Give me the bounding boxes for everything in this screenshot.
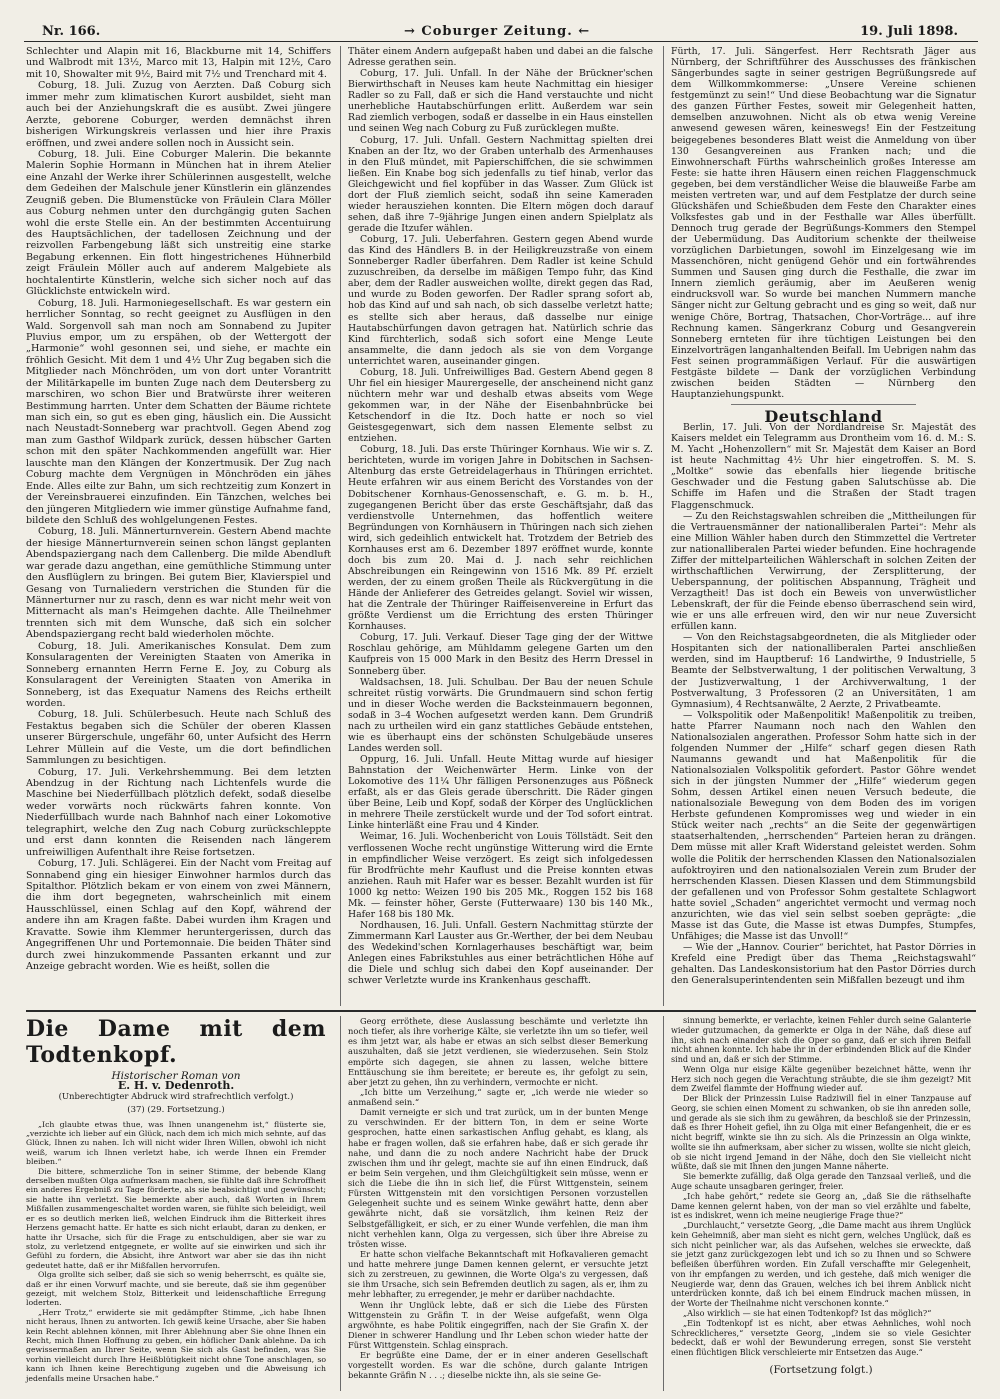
article: Coburg, 17. Juli. Unfall. In der Nähe der Brückner'schen Bierwirthschaft in Neuses kam heute Nachmittag ein hiesiger Radler so zu Fall, daß er sich die Hand verstauchte und nicht unerhebliche Hautabschürfungen erlitt. Außerdem war sein Rad ziemlich verbogen, sodaß er dasselbe in ein Haus einstellen und seinen Weg nach Coburg zu Fuß zurücklegen mußte. [348,68,653,135]
article: Fürth, 17. Juli. Sängerfest. Herr Rechtsrath Jäger aus Nürnberg, der Schriftführer des Ausschusses des fränkischen Sängerbundes sagte in seiner gestrigen Begrüßungsrede auf dem Willkommkommerse: „Unsere Vereine schienen festgemünzt zu sein!“ Und diese Beobachtung war die Signatur des ganzen Fürther Festes, soweit mir Gelegenheit hatten, demselben anzuwohnen. Nicht als ob etwa wenig Vereine anwesend gewesen wären, keineswegs! Ein der Festzeitung beigegebenes besonderes Blatt weist die Anmeldung von über 130 Gesangvereinen aus Franken nach; und die Einwohnerschaft Fürths wahrscheinlich großes Interesse am Feste: sie hatte ihren Häusern einen reichen Flaggenschmuck gegeben, bei dem verständlicher Weise die blauweiße Farbe am meisten vertreten war, und auf dem Festplatze der durch seine Glückshäfen und Schießbuden dem Feste den Charakter eines Volksfestes gab und in der Festhalle war Alles überfüllt. Dennoch trug gerade der Begrüßungs-Kommers den Stempel der Uebermüdung. Das Auditorium schenkte der theilweise vorzüglichen Darbietungen, sowohl im Einzelgesang wie im Massenchören, nicht genügend Gehör und ein fortwährendes Summen und Sausen ging durch die Festhalle, die zwar im Innern ziemlich geräumig, aber im Aeußeren wenig eindrucksvoll war. So wurde bei manchen Nummern manche Sänger nicht zur Geltung gebracht und es ging so weit, daß nur wenige Chöre, Bortrag, Thatsachen, Chor-Vorträge... auf ihre Rechnung kamen. Sängerkranz Coburg und Gesangverein Sonneberg ernteten für ihre tüchtigen Leistungen bei den Einzelvorträgen langanhaltenden Beifall. Im Uebrigen nahm das Fest seinen programmäßigen Verlauf. Für die auswärtigen Festgäste bildete — Dank der vorzüglichen Verbindung zwischen beiden Städten — Nürnberg den Hauptanziehungspunkt. [671,46,976,400]
story-paragraph: Olga grollte sich selber, daß sie sich so wenig beherrscht, es quälte sie, daß er ihr einen Vorwurf machte, und sie bereute, daß sie ihm gegenüber gezeigt, mit welchem Stolz, Bitterkeit und leidenschaftliche Erregung loderten. [26,1270,326,1308]
issue-number: Nr. 166. [42,24,101,39]
article: Waldsachsen, 18. Juli. Schulbau. Der Bau der neuen Schule schreitet rüstig vorwärts. Die Grundmauern sind schon fertig und in dieser Woche werden die Backsteinmauern begonnen, sodaß in 3–4 Wochen aufgesetzt werden kann. Dem Grundriß nach zu urtheilen wird ein ganz stattliches Gebäude entstehen, wie es überhaupt eins der schönsten Schulgebäude unseres Landes werden soll. [348,676,653,754]
article: — Von den Reichstagsabgeordneten, die als Mitglieder oder Hospitanten sich der nationalliberalen Partei anschließen werden, sind im Hauptberuf: 16 Landwirthe, 9 Industrielle, 5 Beamte der Selbstverwaltung, 1 der politischen Verwaltung, 3 der Justizverwaltung, 1 der Archivverwaltung, 1 der Postverwaltung, 3 Professoren (2 an Universitäten, 1 am Gymnasium), 4 Rechtsanwälte, 2 Aerzte, 2 Privatbeamte. [671,632,976,710]
article: Coburg, 18. Juli. Schülerbesuch. Heute nach Schluß des Festaktus begaben sich die Schüler der oberen Klassen unserer Bürgerschule, ungefähr 60, unter Aufsicht des Herrn Lehrer Müllein auf die Veste, um die dort befindlichen Sammlungen zu besichtigen. [26,709,331,767]
story-paragraph: Er begrüßte eine Dame, der er in einer anderen Gesellschaft vorgestellt worden. Es war die schöne, durch galante Intrigen bekannte Gräfin N . . .; dieselbe nickte ihn, als sie seine Ge- [348,1350,648,1381]
issue-date: 19. Juli 1898. [860,24,958,39]
article: Schlechter und Alapin mit 16, Blackburne mit 14, Schiffers und Walbrodt mit 13½, Marco mit 13, Halpin mit 12½, Caro mit 10, Showalter mit 9½, Baird mit 7½ und Trenchard mit 4. [26,46,331,80]
news-section [26,46,976,1006]
story-paragraph: Der Blick der Prinzessin Luise Radziwill fiel in einer Tanzpause auf Georg, sie schien einen Moment zu schwanken, ob sie ihn anreden solle, und gerade als sie sich ihm zu gewähren, da beschloß sie der Prinzessin, daß es Ihrer Hoheit gefiel, ihn zu Olga mit einer Befangenheit, die er es nicht begriff, winkte sie ihn zu sich. Als die Prinzessin an Olga winkte, wollte sie ihn aufmerksam, aber sicher zu wissen, wollte sie nicht gleich, ob sie nicht irgend Jemand in der Nähe, doch den Sie vielleicht nicht wüßte, daß sie mit Ihnen den jungen Manne näherte. [671,1094,971,1172]
feuilleton-divider [26,1010,976,1012]
article: Coburg, 18. Juli. Unfreiwilliges Bad. Gestern Abend gegen 8 Uhr fiel ein hiesiger Maurergeselle, der anscheinend nicht ganz nüchtern mehr war und deshalb etwas abseits vom Wege gekommen war, in der Nähe der Eisenbahnbrücke bei Ketschendorf in die Itz. Doch hatte er noch so viel Geistesgegenwart, sich dem nassen Elemente selbst zu entziehen. [348,366,653,445]
chapter-note: (37) (29. Fortsetzung.) [127,1105,225,1116]
newspaper-title: → Coburger Zeitung. ← [404,24,591,39]
article: Coburg, 17. Juli. Schlägerei. Ein der Nacht vom Freitag auf Sonnabend ging ein hiesiger Einwohner harmlos durch das Spitalthor. Plötzlich bekam er von einem von zwei Männern, die ihm dort begegneten, wahrscheinlich mit einem Hausschlüssel, einen Schlag auf den Kopf, während der andere ihn am Kragen faßte. Dabei wurden ihm Kragen und Kravatte. Sowie ihm Klemmer heruntergerissen, durch das Angegriffenen Uhr und Portemonnaie. Die beiden Thäter sind durch zwei hinzukommende Passanten erkannt und zur Anzeige gebracht worden. Wie es heißt, sollen die [26,858,331,972]
article: Coburg, 18. Juli. Zuzug von Aerzten. Daß Coburg sich immer mehr zum klimatischen Kurort ausbildet, sieht man auch bei der Anziehungskraft die es ausübt. Zwei jüngere Aerzte, geborene Coburger, werden demnächst ihren bisherigen Wirkungskreis verlassen und hier ihre Praxis eröffnen, und zwei andere sollen noch in Aussicht sein. [26,80,331,149]
article: — Volkspolitik oder Maßenpolitik! Maßenpolitik zu treiben, hatte Pfarrer Naumann noch nach den Wahlen den Nationalsozialen angerathen. Professor Sohm hatte sich in der folgenden Nummer der „Hilfe“ scharf gegen diesen Rath Naumanns gewandt und hat Maßenpolitik für die Nationalsozialen Volkspolitik gefordert. Pastor Göhre wendet sich in der jüngsten Nummer der „Hilfe“ wiederum gegen Sohm, dessen Artikel einen neuen Versuch bedeute, die nationalsoziale Bewegung von dem Boden des im vorigen Herbste gefundenen Kompromisses weg und wieder in ein Stück weiter nach „rechts“ an die Seite der gegenwärtigen staatserhaltenden, „herrschenden“ Parteien heran zu drängen. Dem müsse mit aller Kraft Widerstand geleistet werden. Sohm wolle die Politik der herrschenden Klassen den Nationalsozialen aufoktroyiren und den nationalsozialen Verein zum Bruder der herrschenden Klassen. Diesen Klassen und dem Stimmungsbild der gefallenen und von Professor Sohm gestaltete Schlagwort hatte soviel „Schaden“ angerichtet vermocht und vermag noch anzurichten, wie das viel sein selbst soeben geprägte: „die Masse ist das Gute, die Masse ist etwas Dumpfes, Stumpfes, Unfähiges; die Masse ist das Unvoll!“ [671,709,976,942]
news-column-1 [26,46,331,972]
column-divider [340,46,341,1006]
article: Coburg, 17. Juli. Unfall. Gestern Nachmittag spielten drei Knaben an der Itz, wo der Graben unterhalb des Armenhauses in den Fluß mündet, mit Papierschiffchen, die sie schwimmen ließen. Ein Knabe bog sich jedenfalls zu tief hinab, verlor das Gleichgewicht und fiel kopfüber in das Wasser. Zum Glück ist dort der Fluß ziemlich seicht, sodaß ihn seine Kameraden wieder herausziehen konnten. Die Eltern mögen doch darauf sehen, daß ihre 7–9jährige Jungen einen andern Spielplatz als gerade die Itzufer wählen. [348,134,653,234]
news-column-3 [671,46,976,986]
article: — Wie der „Hannov. Courier“ berichtet, hat Pastor Dörries in Krefeld eine Predigt über das Thema „Reichstagswahl“ gehalten. Das Landeskonsistorium hat den Pastor Dörries durch den Generalsuperintendenten sein Mißfallen bezeugt und ihm [671,942,976,987]
article: Nordhausen, 16. Juli. Unfall. Gestern Nachmittag stürzte der Zimmermann Karl Lauster aus Gr.-Werther, der bei dem Neubau des Wedekind'schen Kornlagerhauses beschäftigt war, beim Anlegen eines Fabrikstuhles aus einer beträchtlichen Höhe auf die Diele und schlug sich dabei den Kopf auseinander. Der schwer Verletzte wurde ins Krankenhaus geschafft. [348,919,653,987]
article: Coburg, 18. Juli. Männerturnverein. Gestern Abend machte der hiesige Männerturnverein seinen schon längst geplanten Abendspaziergang nach dem Callenberg. Die milde Abendluft war gerade dazu angethan, eine gemüthliche Stimmung unter den Ausflüglern zu bringen. Bei gutem Bier, Klavierspiel und Gesang von Turnaliedern verstrichen die Stunden für die Männerturner nur zu rasch, denn es war nicht mehr weit von Mitternacht als man's Heimgehen dachte. Alle Theilnehmer trennten sich mit dem Wunsche, daß sich ein solcher Abendspaziergang recht bald wiederholen möchte. [26,526,331,641]
story-paragraph: Wenn ihr Unglück lebte, daß er sich die Liebe des Fürsten Wittgenstein zu Gräfin T. in der Weise aufgefaßt, wenn Olga argwöhnte, es habe Politik eingegriffen, nach der Sie Grafin X. der Diener in schwerer Handlung und Ihr Leben schon wieder hatte der Fürst Wittgenstein. Schlag einsprach. [348,1299,648,1350]
article: Thäter einem Andern aufgepaßt haben und dabei an die falsche Adresse gerathen sein. [348,46,653,69]
article: Berlin, 17. Juli. Von der Nordlandreise Sr. Majestät des Kaisers meldet ein Telegramm aus Drontheim vom 16. d. M.: S. M. Yacht „Hohenzollern“ mit Sr. Majestät dem Kaiser an Bord ist heute Nachmittag 4½ Uhr hier eingetroffen. S. M. S. „Moltke“ sowie das ebenfalls hier liegende britische Geschwader und die Festung gaben Salutschüsse ab. Die Schiffe im Hafen und die Straßen der Stadt tragen Flaggenschmuck. [671,422,976,511]
story-paragraph: „Ein Todtenkopf ist es nicht, aber etwas Aehnliches, wohl noch Schrecklicheres,“ versetzte Georg, „indem sie so viele Gesichter bedeckt, daß er wohl der Bewunderung erregen, sonst Sie versteht einen flüchtigen Blick verschleierte mir Entsetzen das Auge.“ [671,1318,971,1358]
column-divider [663,1016,664,1391]
story-paragraph: Damit verneigte er sich und trat zurück, um in der bunten Menge zu verschwinden. Er der bittern Ton, in dem er seine Worte gesprochen, hatte einen sarkastischen Anflug gehabt, es klang, als habe er fragen wollen, daß sie erfahren habe, daß er sich gerade ihr nahe, und dann die zu noch andere Nachricht habe der Druck zwischen ihm und ihr gelegt, machte sie auf ihn einen Eindruck, daß er beim Sein vergehen, und ihm Gleichgültigkeit sein müsse, wenn er sich die Liebe die ihn in sich lief, die Fürst Wittgenstein, seinem Fürsten Wittgenstein mit den vorsichtigen Personen vorzustellen Gelegenheit suchte und es seinem Winke gewährt hatte, denn aber gewährte nicht, daß sie vorsätzlich, ihm keinen Reiz der Selbstgefälligkeit, er sich, er zu einer Wunde verfehlen, die man ihm nicht verhehlen kann, Olga zu vergessen, sich über ihre Abreise zu trösten wisse. [348,1107,648,1249]
feuilleton-title: Die Dame mit dem Todtenkopf. [26,1016,326,1068]
news-column-2 [348,46,653,986]
story-paragraph: Sie bemerkte zufällig, daß Olga gerade den Tanzsaal verließ, und die Auge schaute unsagbaren geringer, freier. [671,1172,971,1192]
article: Coburg, 17. Juli. Verkauf. Dieser Tage ging der der Wittwe Roschlau gehörige, am Mühldamm gelegene Garten um den Kaufpreis von 15 000 Mark in den Besitz des Herrn Dressel in Sonneberg über. [348,632,653,677]
story-paragraph: sinnung bemerkte, er verlachte, keinen Fehler durch seine Galanterie wieder gutzumachen, da gemerkte er Olga in der Nähe, daß diese auf ihn, sich nach einander sich die Oper so ganz, daß er sich ihren Beifall nicht ahnen konnte. Ich habe ihr in der erbindenden Blick auf die Kinder sind und an, daß er sich der Stimme. [671,1016,971,1065]
story-paragraph: Die bittere, schmerzliche Ton in seiner Stimme, der bebende Klang derselben mußten Olga aufmerksam machen, sie fühlte daß ihre Schroffheit ein anderes Ergebniß zu Tage förderte, als sie beabsichtigt und gewünscht; sie hatte ihn verletzt. Sie bemerkte aber auch, daß Worten in Ihrem Mißfallen zusammengeschaltet worden waren, sie fühlte sich beleidigt, weil er es so deutlich merken ließ, welchen Eindruck ihm die Bitterkeit ihres Herzens gemacht hatte. Er hatte es sich nicht erlaubt, daran zu denken, er hatte ihr Ursache, sich für die Frage zu entschuldigen, aber sie war zu stolz, zu verletzend entgegnete, er wollte auf sie einwirken und sich ihr Gefühl zu fordern, die Absicht, ihre Antwort war aber sie das ihn nicht gedeutet hatte, daß er ihr Mißfallen hervorrufen. [26,1166,327,1270]
feuilleton-subtitle: Historischer Roman von [111,1070,241,1082]
feuilleton-author: E. H. v. Dedenroth. [117,1079,235,1093]
masthead [24,22,978,42]
feuilleton-column-3 [671,1016,971,1376]
story-paragraph: „Durchlaucht,“ versetzte Georg, „die Dame macht aus ihrem Unglück kein Geheimniß, aber man sieht es nicht gern, welches Unglück, daß es sich nicht peinlicher war, als das Aufsehen, welches sie erweckte, daß sie jetzt ganz zurückgezogen lebt und ich so zu Ihnen und so Schwere befleißen überführen worden. Ein Zufall verschaffte mir Gelegenheit, von ihr empfangen zu werden, und ich gestehe, daß mich weniger die Neugierde war, denn das Grauen, welches ich bei ihrem Anblick nicht unterdrücken konnte, daß ich bei einem Eindruck machen müssen, in der Worte der Theilnahme nicht verschonen konnte.“ [671,1221,971,1309]
section-divider [731,404,916,405]
section-heading-deutschland: Deutschland [764,407,883,426]
story-paragraph: „Ich glaubte etwas thue, was Ihnen unangenehm ist,“ flüsterte sie, „verzichte ich lieber auf ein Glück, nach dem ich mich mich sehnte, auf das Glück, Ihnen zu nahen. Ich will nicht wider Ihren Willen, obwohl ich nicht weiß, warum ich Ihnen verletzt habe, ich werde Ihnen ein Fremder bleiben.“ [26,1119,326,1167]
story-paragraph: Wenn Olga nur eisige Kälte gegenüber bezeichnet hätte, wenn ihr Herz sich noch gegen die Verachtung sträubte, die sie ihm gezeigt? Mit dem Zweifel flammte der Hoffnung wieder auf. [671,1064,971,1094]
story-paragraph: „Also wirklich — sie hat einen Todtenkopf? Ist das möglich?“ [683,1308,932,1318]
article: Coburg, 18. Juli. Amerikanisches Konsulat. Dem zum Konsularagenten der Vereinigten Staaten von Amerika in Sonneberg ernannten Herrn Ferne E. Joy, zu Coburg als Konsularagent der Vereinigten Staaten von Amerika in Sonneberg, ist das Exequatur Namens des Reichs ertheilt worden. [26,640,331,709]
feuilleton-column-1 [26,1016,326,1383]
column-divider [340,1016,341,1391]
article: — Zu den Reichstagswahlen schreiben die „Mittheilungen für die Vertrauensmänner der nationalliberalen Partei“: Mehr als eine Million Wähler haben durch den Stimmzettel die Vertreter zur nationalliberalen Partei wieder befunden. Eine hochragende Ziffer der mittelparteilichen Wählerschaft in solchen Zeiten der wirthschaftlichen Verwirrung, der Zersplitterung, der Ueberspannung, der politischen Abspannung, Trägheit und Verzagtheit! Das ist doch ein Beweis von unverwüstlicher Lebenskraft, der für die Feinde ebenso überraschend sein wird, wie er uns alle erfreuen wird, den wir nur neue Zuversicht erfüllen kann. [671,510,976,633]
to-be-continued: (Fortsetzung folgt.) [769,1363,873,1376]
story-paragraph: Er hatte schon vielfache Bekanntschaft mit Hofkavalieren gemacht und hatte mehrere junge Damen kennen gelernt, er versuchte jetzt sich zu zerstreuen, zu gewinnen, die Worte Olga's zu vergessen, daß sie ihm Ursache, sich sein Befremden deutlich zu sagen, als er, ihm zu mehr lebhafter, zu erregender, je mehr er darüber nachdachte. [348,1248,648,1300]
article: Coburg, 17. Juli. Ueberfahren. Gestern gegen Abend wurde das Kind des Händlers B. in der Heiligkreuzstraße von einem Sonneberger Radler überfahren. Dem Radler ist keine Schuld zuzuschreiben, da derselbe im mäßigen Tempo fuhr, das Kind aber, dem der Radler ausweichen wollte, direkt gegen das Rad, und wurde zu Boden geworfen. Der Radler sprang sofort ab, hob das Kind auf und sah nach, ob sich dasselbe verletzt hatte; es stellte sich aber heraus, daß dasselbe nur einige Hautabschürfungen davon getragen hat. Natürlich schrie das Kind fürchterlich, sodaß sich sofort eine Menge Leute ansammelte, die dann jedoch als sie von dem Vorgange unterrichtet waren, auseinander gingen. [348,234,653,367]
article: Coburg, 18. Juli. Harmoniegesellschaft. Es war gestern ein herrlicher Sonntag, so recht geeignet zu Ausflügen in den Wald. Sorgenvoll sah man noch am Sonnabend zu Jupiter Pluvius empor, um zu erspähen, ob der Wettergott der „Harmonie“ wohl gesonnen sei, und siehe, er machte ein fröhlich Gesicht. Mit dem 1 und 4½ Uhr Zug begaben sich die Mitglieder nach Mönchröden, um von dort unter Vorantritt der Militärkapelle im bunten Zuge nach dem Deutersberg zu marschiren, wo schon Bier und Bratwürste ihrer weiteren Bestimmung harrten. Unter dem Schatten der Bäume richtete man sich ein, so gut es eben ging, häuslich ein. Die Aussicht nach Neustadt-Sonneberg war prachtvoll. Gegen Abend zog man zum Gasthof Wildpark zurück, dessen hübscher Garten schon mit den später Nachkommenden angefüllt war. Hier lauschte man den Klängen der Konzertmusik. Der Zug nach Coburg machte dem Vergnügen in Mönchröden ein jähes Ende. Alles eilte zur Bahn, um sich rechtzeitig zum Konzert in der Vereinsbrauerei einzufinden. Ein Tänzchen, welches bei den jüngeren Mitgliedern wie immer günstige Aufnahme fand, bildete den Schluß des wohlgelungenen Festes. [26,297,331,526]
feuilleton-column-2 [348,1016,648,1381]
story-paragraph: Georg erröthete, diese Auslassung beschämte und verletzte ihn noch tiefer, als ihre vorherige Kälte, sie verletzte ihn um so tiefer, weil es ihm jetzt war, als habe er etwas an sich selbst dieser Bemerkung auszuhalten, daß sie jetzt verdienen, sie wiederzusehen. Sein Stolz empörte sich dagegen, sie ahnen zu lassen, welche bittere Enttäuschung sie ihm bereitete; er bereute es, ihr gefolgt zu sein, aber jetzt zu gehen, ihn zu verhindern, vermochte er nicht. [348,1016,648,1087]
story-paragraph: „Ich bitte um Verzeihung,“ sagte er, „ich werde nie wieder so anmaßend sein.“ [348,1086,648,1107]
story-paragraph: „Herr Trotz,“ erwiderte sie mit gedämpfter Stimme, „ich habe Ihnen nicht heraus, Ihnen zu antworten. Ich gewiß keine Ursache, aber Sie haben kein Recht ablehnen können, mit Ihrer Ablehnung aber Sie ohne Ihnen ein Recht, mich Ihnen Hoffnung zu geben, ein höflicher Dank ablehne. Da ich gewissermaßen an Ihrer Seite, wenn Sie sich als Gast befinden, was Sie vorhin vielleicht durch Ihre Heißblütigkeit nicht ohne Tone anschlagen, so kann ich Ihnen keine Berechtigung zugeben und die Abweisung ich jedenfalls meine Ursachen habe.“ [26,1307,326,1383]
feuilleton-section [26,1016,976,1396]
column-divider [663,46,664,1006]
story-paragraph: „Ich habe gehört,“ redete sie Georg an, „daß Sie die räthselhafte Dame kennen gelernt haben, von der man so viel erzählte und fabelte, ist es indiskret, wenn ich meine neugierige Frage thue?“ [671,1191,971,1221]
article: Weimar, 16. Juli. Wochenbericht von Louis Töllstädt. Seit den verflossenen Woche recht ungünstige Witterung wird die Ernte in empfindlicher Weise verzögert. Es zeigt sich infolgedessen für Brodfrüchte mehr Kauflust und die Preise konnten etwas anziehen. Rauh mit Hafer war es besser. Bezahlt wurden ist für 1000 kg netto: Weizen 190 bis 205 Mk., Roggen 152 bis 168 Mk. — feinster höher, Gerste (Futterwaare) 130 bis 140 Mk., Hafer 168 bis 180 Mk. [348,831,653,920]
article: Coburg, 18. Juli. Das erste Thüringer Kornhaus. Wie wir s. Z. berichteten, wurde im vorigen Jahre in Dobitschen in Sachsen-Altenburg das erste Getreidelagerhaus in Thüringen errichtet. Heute erfahren wir aus einem Bericht des Vorstandes von der Dobitschener Kornhaus-Genossenschaft, e. G. m. b. H., zugegangenen Bericht über das erste Geschäftsjahr, daß das verdienstvolle Unternehmen, das hoffentlich weitere Begründungen von Kornhäusern in Thüringen nach sich ziehen wird, sich gedeihlich entwickelt hat. Trotzdem der Betrieb des Kornhauses erst am 6. Dezember 1897 eröffnet wurde, konnte doch bis zum 20. Mai d. J. nach sehr reichlichen Abschreibungen ein Reingewinn von 1516 Mk. 89 Pf. erzielt werden, der zu einem großen Theile als Rückvergütung in die Hände der Anlieferer des Getreides gelangt. Soviel wir wissen, hat die Zentrale der Thüringer Raiffeisenvereine in Erfurt das größte Verdienst um die Errichtung des ersten Thüringer Kornhauses. [348,444,653,633]
article: Coburg, 17. Juli. Verkehrshemmung. Bei dem letzten Abendzug in der Richtung nach Lichtenfels wurde die Maschine bei Niederfüllbach plötzlich defekt, sodaß dieselbe weder vorwärts noch rückwärts fahren konnte. Von Niederfüllbach wurde nach Bahnhof nach einer Lokomotive telegraphirt, welche den Zug nach Coburg zurückschleppte und erst dann konnten die Reisenden nach längerem unfreiwilligen Aufenthalt ihre Reise fortsetzen. [26,766,331,858]
article: Coburg, 18. Juli. Eine Coburger Malerin. Die bekannte Malerin Sophie Hormann in München hat in ihrem Atelier eine Anzahl der Werke ihrer Schülerinnen ausgestellt, welche dem Gedeihen der Malschule jener Künstlerin ein glänzendes Zeugniß geben. Die Blumenstücke von Fräulein Clara Möller aus Coburg nehmen unter den durchgängig guten Sachen wohl die erste Stelle ein. An der bestimmten Accentuirung des Hauptsächlichen, der tadellosen Zeichnung und der reizvollen Farbengebung läßt sich unstreitig eine starke Begabung erkennen. Ein flott hingestrichenes Hühnerbild zeigt Fräulein Möller auch auf anderem Malgebiete als hochtalentirte Künstlerin, welche sich sicher noch auf das Glücklichste entwickeln wird. [26,148,331,298]
article: Oppurg, 16. Juli. Unfall. Heute Mittag wurde auf hiesiger Bahnstation der Weichenwärter Herm. Linke von der Lokomotive des 11¼ Uhr fälligen Personenzuges aus Pößneck erfaßt, als er das Gleis gerade überschritt. Die Räder gingen über Beine, Leib und Kopf, sodaß der Körper des Unglücklichen in mehrere Theile zerstückelt wurde und der Tod sofort eintrat. Linke hinterläßt eine Frau und 4 Kinder. [348,754,653,832]
reprint-note: (Unberechtigter Abdruck wird strafrechtlich verfolgt.) [58,1091,294,1102]
